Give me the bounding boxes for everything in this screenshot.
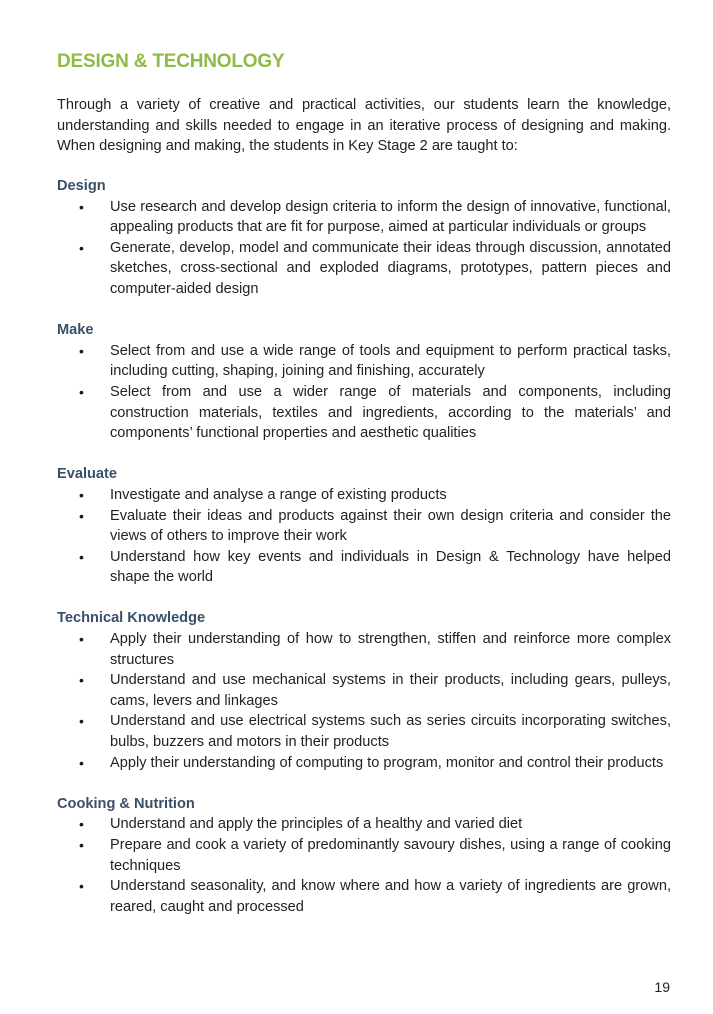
list-item — [57, 814, 671, 835]
bullet-icon: • — [79, 878, 84, 895]
bullet-icon: • — [79, 342, 84, 359]
list-item-text: Evaluate their ideas and products against their own design criteria and consider the views of others to improve their work — [110, 507, 671, 545]
list-item-text: Apply their understanding of computing to program, monitor and control their products — [110, 754, 664, 771]
bullet-list — [57, 485, 671, 588]
list-item — [57, 711, 671, 752]
bullet-icon: • — [79, 754, 84, 771]
bullet-icon: • — [79, 198, 84, 215]
page-number: 19 — [654, 979, 670, 995]
list-item — [57, 835, 671, 876]
section-cooking-nutrition — [57, 794, 671, 918]
section-design — [57, 176, 671, 300]
list-item — [57, 629, 671, 670]
bullet-icon: • — [79, 548, 84, 565]
list-item-text: Select from and use a wider range of materials and components, including construction materials, textiles and ingredients, according to the materials’ and components’ functional properties and aesthetic qualities — [110, 383, 671, 442]
list-item — [57, 238, 671, 300]
section-heading: Make — [57, 322, 94, 339]
bullet-icon: • — [79, 631, 84, 648]
bullet-icon: • — [79, 816, 84, 833]
list-item — [57, 670, 671, 711]
section-evaluate — [57, 464, 671, 588]
bullet-list — [57, 341, 671, 444]
bullet-list — [57, 814, 671, 917]
bullet-list — [57, 629, 671, 773]
list-item-text: Understand how key events and individuals in Design & Technology have helped shape the world — [110, 548, 671, 586]
list-item-text: Apply their understanding of how to strengthen, stiffen and reinforce more complex structures — [110, 631, 671, 668]
bullet-icon: • — [79, 837, 84, 853]
section-heading: Cooking & Nutrition — [57, 795, 195, 812]
list-item-text: Select from and use a wide range of tools and equipment to perform practical tasks, including cutting, shaping, joining and finishing, accurately — [110, 342, 671, 380]
list-item-text: Understand and use electrical systems such as series circuits incorporating switches, bulbs, buzzers and motors in their products — [110, 713, 671, 751]
section-technical-knowledge — [57, 608, 671, 773]
list-item — [57, 197, 671, 238]
list-item — [57, 382, 671, 444]
bullet-icon: • — [79, 383, 84, 400]
bullet-icon: • — [79, 672, 84, 689]
bullet-icon: • — [79, 486, 84, 503]
list-item-text: Use research and develop design criteria to inform the design of innovative, functional, appealing products that are fit for purpose, aimed at particular individuals or groups — [110, 198, 671, 236]
bullet-icon: • — [79, 507, 84, 524]
section-heading: Design — [57, 178, 106, 194]
section-heading: Technical Knowledge — [57, 610, 206, 627]
page-title: DESIGN & TECHNOLOGY — [57, 51, 285, 72]
list-item-text: Understand and use mechanical systems in their products, including gears, pulleys, cams, levers and linkages — [110, 672, 671, 709]
list-item — [57, 506, 671, 547]
list-item — [57, 485, 671, 506]
list-item — [57, 547, 671, 588]
curriculum-sections — [57, 176, 671, 938]
section-make — [57, 320, 671, 444]
bullet-icon: • — [79, 239, 84, 256]
list-item — [57, 753, 671, 774]
bullet-list — [57, 197, 671, 300]
list-item-text: Investigate and analyse a range of existing products — [110, 486, 447, 503]
list-item — [57, 876, 671, 917]
section-heading: Evaluate — [57, 466, 118, 483]
list-item — [57, 341, 671, 382]
list-item-text: Prepare and cook a variety of predominantly savoury dishes, using a range of cooking techniques — [110, 837, 671, 874]
list-item-text: Understand seasonality, and know where and how a variety of ingredients are grown, reared, caught and processed — [110, 878, 671, 915]
list-item-text: Understand and apply the principles of a healthy and varied diet — [110, 816, 523, 833]
intro-paragraph: Through a variety of creative and practical activities, our students learn the knowledge, understanding and skills needed to engage in an iterative process of designing and making. When designing and making, the students in Key Stage 2 are taught to: — [57, 97, 671, 155]
bullet-icon: • — [79, 713, 84, 730]
list-item-text: Generate, develop, model and communicate their ideas through discussion, annotated sketches, cross-sectional and exploded diagrams, prototypes, pattern pieces and computer-aided design — [110, 239, 671, 297]
